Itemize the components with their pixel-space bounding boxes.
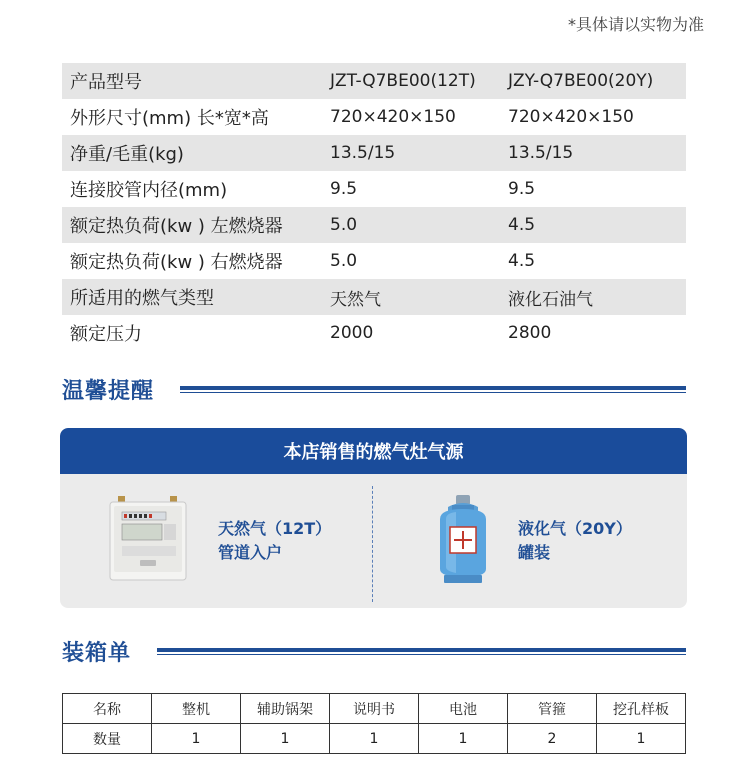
lpg-cylinder-icon [432, 493, 494, 589]
card-body [60, 474, 687, 608]
spec-value-20y: JZY-Q7BE00(20Y) [508, 71, 654, 91]
table-header-cell: 整机 [152, 694, 241, 724]
spec-row [62, 99, 686, 135]
table-header-cell: 辅助锅架 [241, 694, 330, 724]
spec-label: 所适用的燃气类型 [70, 288, 214, 309]
spec-row [62, 63, 686, 99]
table-cell: 2 [508, 724, 597, 754]
spec-value-12t: 9.5 [330, 179, 358, 199]
table-row [63, 694, 686, 724]
table-header-cell: 名称 [63, 694, 152, 724]
table-row [63, 724, 686, 754]
table-header-cell: 电池 [419, 694, 508, 724]
spec-label: 外形尺寸(mm) 长*宽*高 [70, 108, 269, 129]
table-header-cell: 说明书 [330, 694, 419, 724]
spec-value-20y: 13.5/15 [508, 143, 574, 163]
lpg-source [432, 474, 632, 608]
spec-value-20y: 4.5 [508, 251, 536, 271]
heading-rule [157, 648, 686, 655]
spec-row [62, 243, 686, 279]
table-cell: 1 [597, 724, 686, 754]
spec-row [62, 207, 686, 243]
natural-gas-supply: 管道入户 [218, 543, 283, 562]
spec-value-12t: 天然气 [330, 289, 381, 310]
table-cell: 1 [419, 724, 508, 754]
spec-label: 产品型号 [70, 72, 142, 93]
packing-list-table [62, 693, 686, 754]
dashed-divider [372, 486, 373, 602]
packing-title: 装箱单 [62, 641, 132, 666]
gas-source-card [60, 428, 687, 608]
spec-label: 额定热负荷(kw ) 左燃烧器 [70, 216, 283, 237]
table-cell: 1 [152, 724, 241, 754]
lpg-type: 液化气（20Y） [518, 519, 632, 538]
spec-value-12t: 5.0 [330, 251, 358, 271]
spec-label: 额定热负荷(kw ) 右燃烧器 [70, 252, 283, 273]
table-cell: 1 [241, 724, 330, 754]
table-cell: 数量 [63, 724, 152, 754]
spec-label: 净重/毛重(kg) [70, 144, 184, 165]
card-title: 本店销售的燃气灶气源 [60, 428, 687, 474]
spec-value-20y: 4.5 [508, 215, 536, 235]
reminder-title: 温馨提醒 [62, 379, 155, 404]
spec-row [62, 171, 686, 207]
spec-row [62, 315, 686, 351]
spec-value-12t: 2000 [330, 323, 374, 343]
spec-value-20y: 2800 [508, 323, 552, 343]
natural-gas-text [218, 517, 331, 565]
spec-row [62, 135, 686, 171]
spec-table [62, 63, 686, 351]
spec-value-20y: 9.5 [508, 179, 536, 199]
natural-gas-type: 天然气（12T） [218, 519, 332, 538]
spec-value-12t: JZT-Q7BE00(12T) [330, 71, 476, 91]
spec-label: 连接胶管内径(mm) [70, 180, 228, 201]
spec-value-12t: 13.5/15 [330, 143, 396, 163]
lpg-supply: 罐装 [518, 543, 551, 562]
table-cell: 1 [330, 724, 419, 754]
spec-value-12t: 5.0 [330, 215, 358, 235]
spec-label: 额定压力 [70, 324, 142, 345]
reminder-heading [62, 374, 686, 405]
table-header-cell: 管箍 [508, 694, 597, 724]
spec-row [62, 279, 686, 315]
spec-value-20y: 液化石油气 [508, 289, 593, 310]
spec-value-20y: 720×420×150 [508, 107, 634, 127]
lpg-text [518, 517, 632, 565]
table-header-cell: 挖孔样板 [597, 694, 686, 724]
natural-gas-source [108, 474, 331, 608]
heading-rule [180, 386, 686, 393]
disclaimer-note: *具体请以实物为准 [567, 15, 704, 34]
spec-value-12t: 720×420×150 [330, 107, 456, 127]
packing-heading [62, 636, 686, 667]
gas-meter-icon [108, 494, 190, 588]
